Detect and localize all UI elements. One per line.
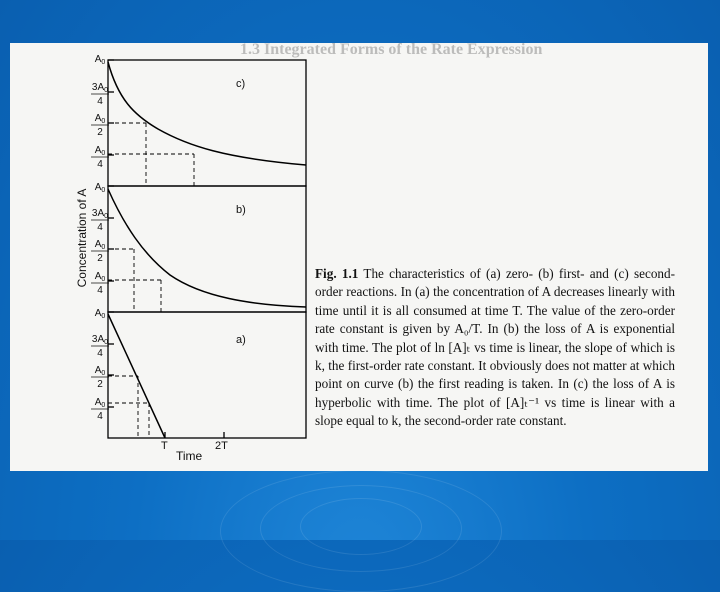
y-tick-label — [95, 308, 114, 320]
panel-b-label: b) — [236, 204, 246, 216]
svg-text:4: 4 — [97, 159, 103, 170]
first-order-curve — [108, 189, 306, 307]
y-tick-label — [91, 208, 114, 233]
y-tick-label — [91, 365, 114, 390]
y-tick-label — [95, 182, 114, 194]
y-tick-label — [95, 54, 114, 66]
svg-text:2: 2 — [97, 127, 103, 138]
y-tick-label — [91, 145, 114, 170]
figure-caption — [315, 265, 675, 431]
svg-text:3A0: $3A_0$ — [91, 334, 109, 346]
y-axis-label: Concentration of A — [75, 188, 89, 288]
slide-image — [10, 43, 708, 471]
svg-text:4: 4 — [97, 411, 103, 422]
y-tick-label — [91, 239, 114, 264]
svg-text:A0: $A_0$ — [94, 113, 106, 125]
svg-text:3A0: $3A_0$ — [91, 208, 109, 220]
svg-text:4: 4 — [97, 285, 103, 296]
svg-text:A0: $A_0$ — [94, 54, 106, 66]
panel-c-label: c) — [236, 78, 246, 90]
y-tick-label — [91, 271, 114, 296]
svg-text:A0: $A_0$ — [94, 397, 106, 409]
svg-text:4: 4 — [97, 96, 103, 107]
svg-text:A0: $A_0$ — [94, 145, 106, 157]
caption-text: The characteristics of (a) zero- (b) first- and (c) second-order reactions. In (a) the concentration of A decreases linearly with time until it is all consumed at time T. The value of the zero-order rate constant is given by A₀/T. In (b) the loss of A is exponential with time. The plot of ln [A]ₜ vs time is linear, the slope of which is k, the first-order rate constant. It obviously does not matter at which point on curve (b) the first reading is taken. In (c) the loss of A is hyperbolic with time. The plot of [A]ₜ⁻¹ vs time is linear with a slope equal to k, the second-order rate constant. — [315, 266, 676, 429]
y-tick-label — [91, 113, 114, 138]
svg-text:2: 2 — [97, 253, 103, 264]
svg-text:2: 2 — [97, 379, 103, 390]
svg-text:3A0: $3A_0$ — [91, 82, 109, 94]
y-tick-label — [91, 334, 114, 359]
svg-text:A0: $A_0$ — [94, 271, 106, 283]
y-tick-label — [91, 82, 114, 107]
x-tick-T: T — [161, 440, 168, 452]
x-axis-label: Time — [176, 449, 203, 463]
background-page-title: 1.3 Integrated Forms of the Rate Expression — [240, 43, 543, 58]
svg-text:A0: $A_0$ — [94, 182, 106, 194]
y-tick-labels — [91, 54, 114, 422]
second-order-curve — [108, 62, 306, 165]
svg-text:4: 4 — [97, 222, 103, 233]
caption-fig-label: Fig. 1.1 — [315, 266, 359, 281]
svg-text:4: 4 — [97, 348, 103, 359]
svg-text:A0: $A_0$ — [94, 308, 106, 320]
panel-a — [108, 312, 306, 438]
background-ripple — [300, 498, 422, 555]
panel-c — [108, 60, 306, 186]
y-tick-label — [91, 397, 114, 422]
svg-text:A0: $A_0$ — [94, 239, 106, 251]
panel-b — [108, 186, 306, 312]
panel-a-label: a) — [236, 334, 246, 346]
svg-text:A0: $A_0$ — [94, 365, 106, 377]
x-tick-2T: 2T — [215, 440, 228, 452]
